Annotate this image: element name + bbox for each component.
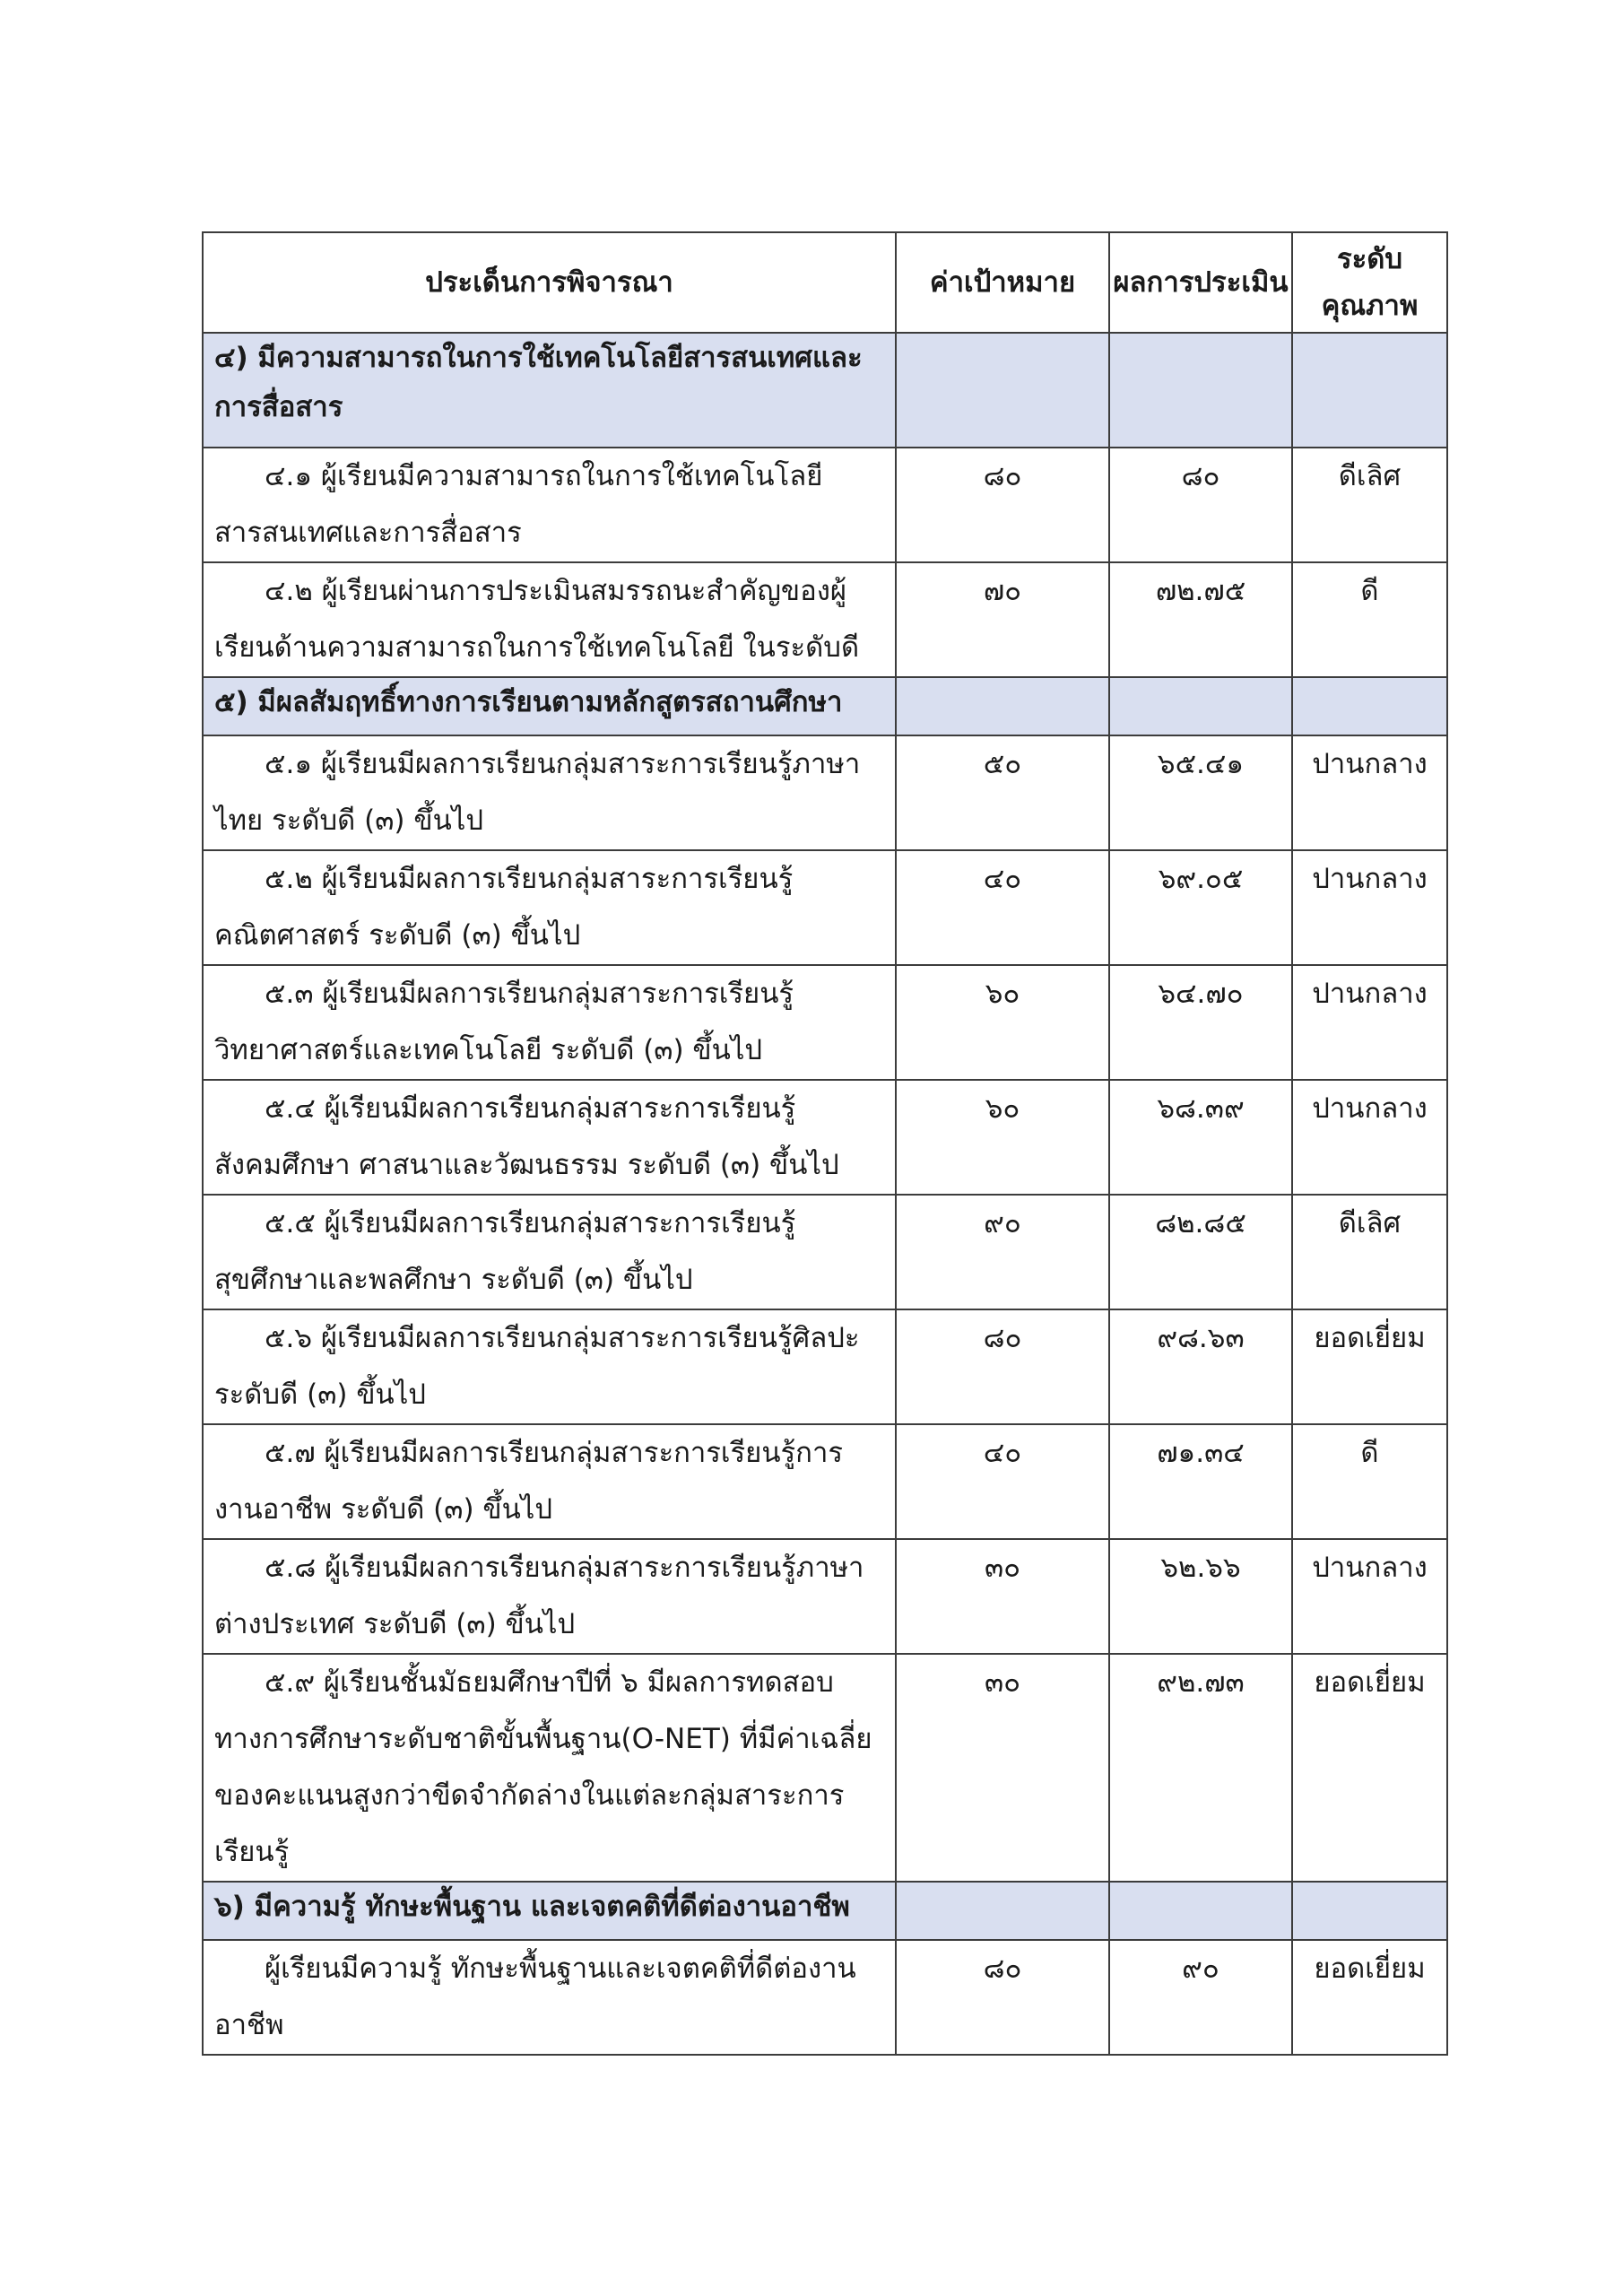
section-row [203,677,1447,735]
table-row [203,965,1447,1080]
item-text: ๕.๑ ผู้เรียนมีผลการเรียนกลุ่มสาระการเรียนรู้ภาษาไทย ระดับดี (๓) ขึ้นไป [214,748,861,837]
item-target: ๓๐ [896,1539,1109,1654]
item-level: ปานกลาง [1292,735,1447,850]
item-result: ๙๒.๗๓ [1109,1654,1292,1882]
item-target: ๔๐ [896,850,1109,965]
item-text: ๕.๖ ผู้เรียนมีผลการเรียนกลุ่มสาระการเรียนรู้ศิลปะระดับดี (๓) ขึ้นไป [214,1322,860,1411]
item-target: ๘๐ [896,1309,1109,1424]
table-row [203,1195,1447,1309]
header-topic: ประเด็นการพิจารณา [203,232,896,333]
header-target: ค่าเป้าหมาย [896,232,1109,333]
table-row [203,448,1447,562]
item-level: ยอดเยี่ยม [1292,1940,1447,2055]
table-row [203,1539,1447,1654]
item-level: ปานกลาง [1292,965,1447,1080]
item-text: ผู้เรียนมีความรู้ ทักษะพื้นฐานและเจตคติที่ดีต่องานอาชีพ [214,1952,856,2041]
item-target: ๖๐ [896,1080,1109,1195]
table-row [203,1654,1447,1882]
item-target: ๔๐ [896,1424,1109,1539]
item-level: ปานกลาง [1292,1080,1447,1195]
item-level: ดีเลิศ [1292,448,1447,562]
section-title: ๔) มีความสามารถในการใช้เทคโนโลยีสารสนเทศและการสื่อสาร [203,333,896,448]
item-text: ๔.๒ ผู้เรียนผ่านการประเมินสมรรถนะสำคัญของผู้เรียนด้านความสามารถในการใช้เทคโนโลยี ในระดับดี [214,575,860,664]
item-level: ดีเลิศ [1292,1195,1447,1309]
item-target: ๘๐ [896,448,1109,562]
item-level: ยอดเยี่ยม [1292,1654,1447,1882]
item-result: ๙๐ [1109,1940,1292,2055]
item-text: ๕.๗ ผู้เรียนมีผลการเรียนกลุ่มสาระการเรียนรู้การงานอาชีพ ระดับดี (๓) ขึ้นไป [214,1437,844,1526]
item-result: ๖๘.๓๙ [1109,1080,1292,1195]
section-title: ๕) มีผลสัมฤทธิ์ทางการเรียนตามหลักสูตรสถานศึกษา [203,677,896,735]
header-result: ผลการประเมิน [1109,232,1292,333]
item-text: ๕.๙ ผู้เรียนชั้นมัธยมศึกษาปีที่ ๖ มีผลการทดสอบทางการศึกษาระดับชาติขั้นพื้นฐาน(O-NET) ที่มีค่าเฉลี่ยของคะแนนสูงกว่าขีดจำกัดล่างในแต่ละกลุ่มสาระการเรียนรู้ [214,1666,872,1868]
item-result: ๗๑.๓๔ [1109,1424,1292,1539]
item-level: ดี [1292,1424,1447,1539]
item-text: ๕.๔ ผู้เรียนมีผลการเรียนกลุ่มสาระการเรียนรู้สังคมศึกษา ศาสนาและวัฒนธรรม ระดับดี (๓) ขึ้นไป [214,1092,839,1181]
item-target: ๙๐ [896,1195,1109,1309]
item-text: ๔.๑ ผู้เรียนมีความสามารถในการใช้เทคโนโลยีสารสนเทศและการสื่อสาร [214,460,823,549]
item-result: ๖๔.๗๐ [1109,965,1292,1080]
item-result: ๙๘.๖๓ [1109,1309,1292,1424]
table-row [203,1940,1447,2055]
item-target: ๗๐ [896,562,1109,677]
item-level: ยอดเยี่ยม [1292,1309,1447,1424]
header-level: ระดับคุณภาพ [1292,232,1447,333]
item-level: ปานกลาง [1292,1539,1447,1654]
item-text: ๕.๒ ผู้เรียนมีผลการเรียนกลุ่มสาระการเรียนรู้คณิตศาสตร์ ระดับดี (๓) ขึ้นไป [214,863,794,952]
item-level: ดี [1292,562,1447,677]
item-result: ๖๙.๐๕ [1109,850,1292,965]
item-text: ๕.๕ ผู้เรียนมีผลการเรียนกลุ่มสาระการเรียนรู้สุขศึกษาและพลศึกษา ระดับดี (๓) ขึ้นไป [214,1207,796,1296]
item-result: ๖๕.๔๑ [1109,735,1292,850]
item-text: ๕.๓ ผู้เรียนมีผลการเรียนกลุ่มสาระการเรียนรู้วิทยาศาสตร์และเทคโนโลยี ระดับดี (๓) ขึ้นไป [214,978,794,1066]
table-header-row [203,232,1447,333]
table-row [203,735,1447,850]
table-row [203,850,1447,965]
table-row [203,1424,1447,1539]
item-target: ๕๐ [896,735,1109,850]
item-result: ๗๒.๗๕ [1109,562,1292,677]
item-level: ปานกลาง [1292,850,1447,965]
table-row [203,1309,1447,1424]
section-title: ๖) มีความรู้ ทักษะพื้นฐาน และเจตคติที่ดีต่องานอาชีพ [203,1882,896,1940]
table-row [203,1080,1447,1195]
item-target: ๓๐ [896,1654,1109,1882]
section-row [203,1882,1447,1940]
table-row [203,562,1447,677]
item-result: ๖๒.๖๖ [1109,1539,1292,1654]
item-target: ๘๐ [896,1940,1109,2055]
assessment-table [202,231,1448,2056]
item-result: ๘๒.๘๕ [1109,1195,1292,1309]
section-row [203,333,1447,448]
item-result: ๘๐ [1109,448,1292,562]
item-text: ๕.๘ ผู้เรียนมีผลการเรียนกลุ่มสาระการเรียนรู้ภาษาต่างประเทศ ระดับดี (๓) ขึ้นไป [214,1552,864,1640]
item-target: ๖๐ [896,965,1109,1080]
